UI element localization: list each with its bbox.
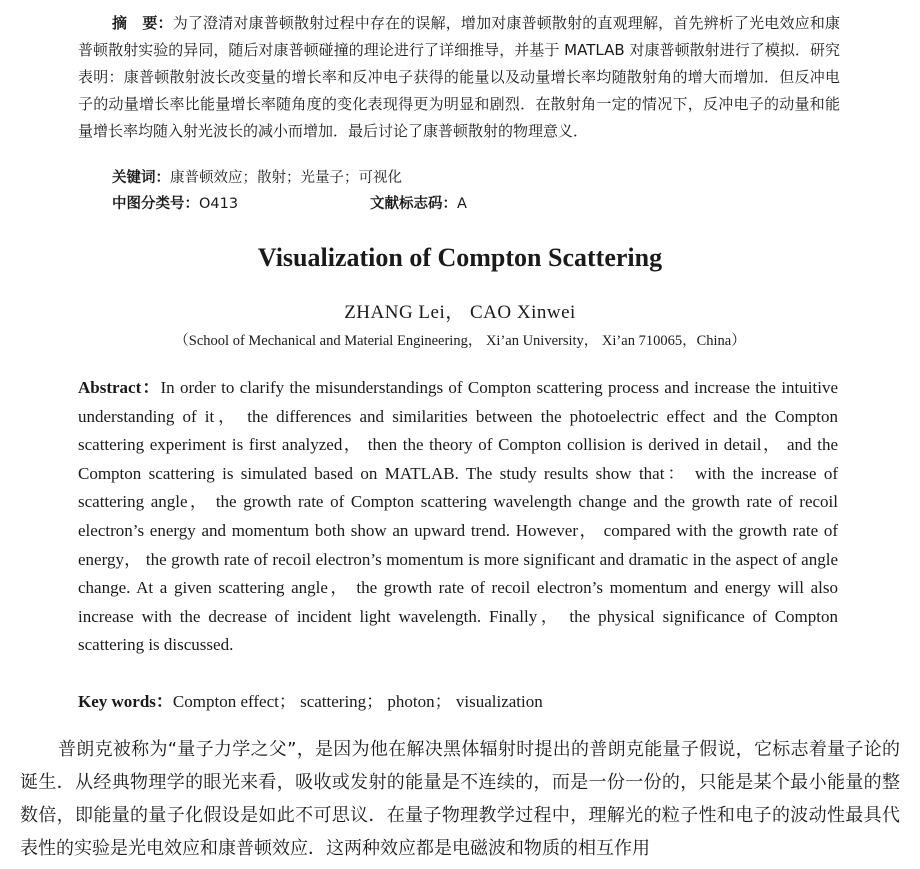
chinese-classification-label: 中图分类号： — [112, 196, 199, 212]
english-keywords-label: Key words： — [78, 692, 173, 711]
chinese-keywords-text: 康普顿效应；散射；光量子；可视化 — [170, 170, 402, 186]
chinese-abstract — [78, 10, 840, 145]
chinese-document-code — [370, 194, 467, 214]
chinese-abstract-text: 为了澄清对康普顿散射过程中存在的误解，增加对康普顿散射的直观理解，首先辨析了光电效应和康普顿散射实验的异同，随后对康普顿碰撞的理论进行了详细推导，并基于 MATLAB 对康普顿散射进行了模拟．研究表明：康普顿散射波长改变量的增长率和反冲电子获得的能量以及动量增长率均随散射角的增大而增加．但反冲电子的动量增长率比能量增长率随角度的变化表现得更为明显和剧烈．在散射角一定的情况下，反冲电子的动量和能量增长率均随入射光波长的减小而增加．最后讨论了康普顿散射的物理意义． — [78, 14, 840, 140]
chinese-body-paragraph: 普朗克被称为“量子力学之父”，是因为他在解决黑体辐射时提出的普朗克能量子假说，它标志着量子论的诞生．从经典物理学的眼光来看，吸收或发射的能量是不连续的，而是一份一份的，只能是某个最小能量的整数倍，即能量的量子化假设是如此不可思议．在量子物理教学过程中，理解光的粒子性和电子的波动性最具代表性的实验是光电效应和康普顿效应．这两种效应都是电磁波和物质的相互作用 — [20, 739, 900, 859]
english-abstract-label: Abstract： — [78, 378, 161, 397]
chinese-abstract-label: 摘 要： — [112, 14, 173, 32]
chinese-classification — [112, 194, 238, 214]
chinese-document-code-label: 文献标志码： — [370, 196, 457, 212]
chinese-classification-value: O413 — [199, 196, 239, 212]
english-abstract — [78, 374, 838, 660]
english-keywords-text: Compton effect； scattering； photon； visualization — [172, 692, 543, 711]
english-title: Visualization of Compton Scattering — [257, 243, 663, 272]
chinese-keywords-label: 关键词： — [112, 170, 170, 186]
english-affiliation: （School of Mechanical and Material Engineering， Xi’an University， Xi’an 710065，China） — [174, 333, 746, 349]
english-abstract-text: In order to clarify the misunderstandings of Compton scattering process and increase the intuitive understanding of it， the differences and similarities between the photoelectric effect and the Compton scattering experiment is first analyzed， then the theory of Compton collision is derived in detail， and the Compton scattering is simulated based on MATLAB. The study results show that： with the increase of scattering angle， the growth rate of Compton scattering wavelength change and the growth rate of recoil electron’s energy and momentum both show an upward trend. However， compared with the growth rate of energy， the growth rate of recoil electron’s momentum is more significant and dramatic in the aspect of angle change. At a given scattering angle， the growth rate of recoil electron’s momentum and energy will also increase with the decrease of incident light wavelength. Finally， the physical significance of Compton scattering is discussed. — [78, 378, 838, 655]
chinese-document-code-value: A — [457, 196, 467, 212]
english-authors: ZHANG Lei， CAO Xinwei — [344, 302, 576, 323]
chinese-keywords — [112, 168, 402, 188]
english-keywords — [78, 688, 838, 716]
